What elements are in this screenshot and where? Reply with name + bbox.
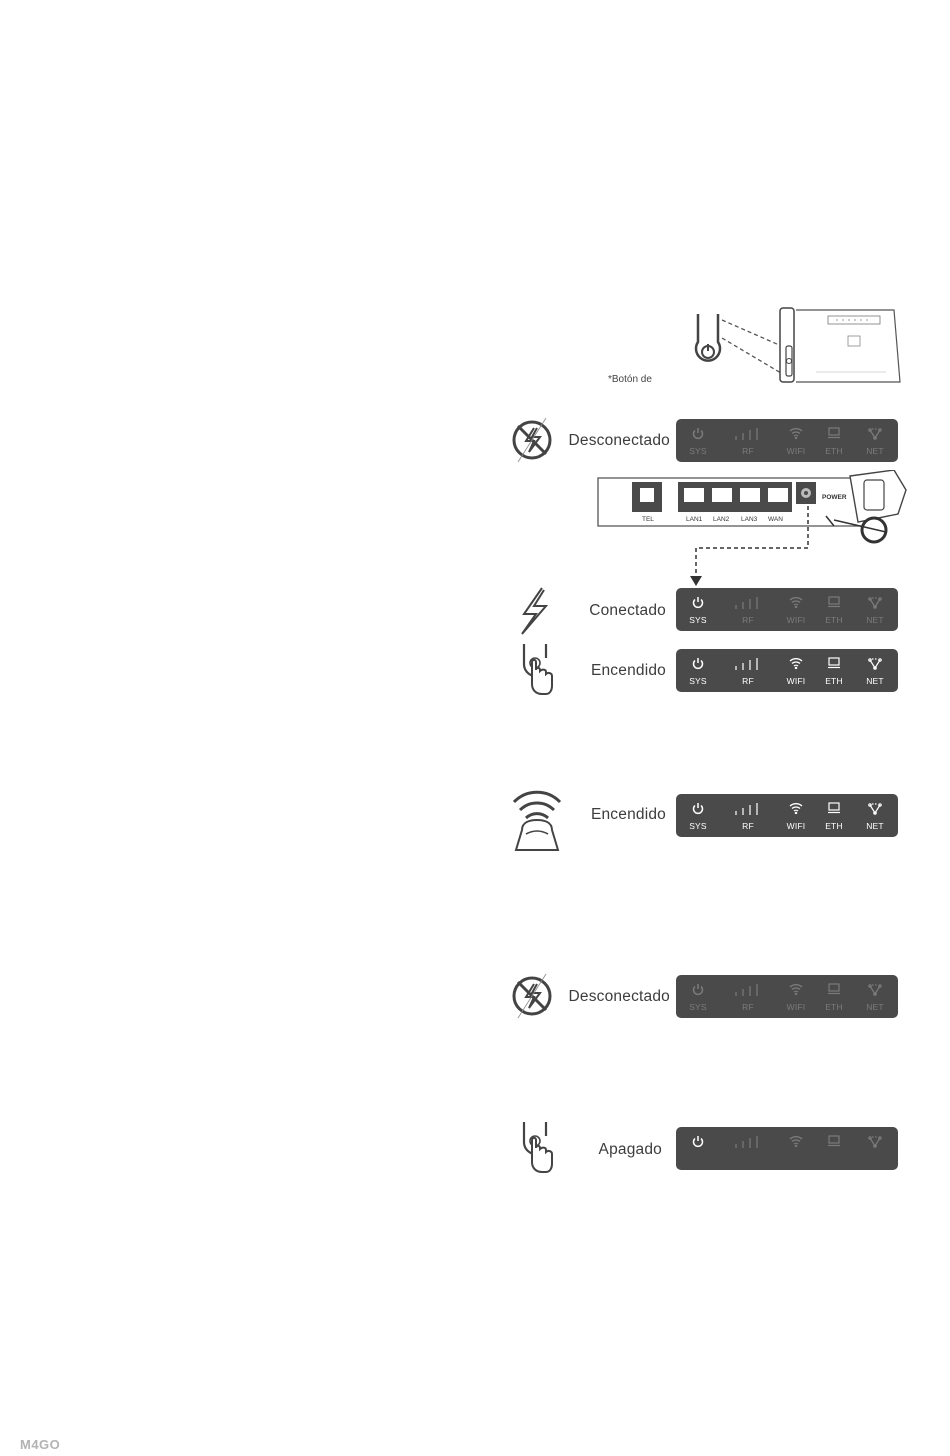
state-label-disconnected-2: Desconectado bbox=[568, 988, 670, 1005]
led-sys bbox=[678, 419, 718, 462]
wifi-led-icon bbox=[789, 1135, 803, 1147]
state-label-disconnected: Desconectado bbox=[568, 432, 670, 449]
no-power-icon bbox=[510, 416, 556, 464]
led-rf bbox=[728, 588, 768, 631]
led-wifi bbox=[776, 794, 816, 837]
wifi-led-icon bbox=[789, 427, 803, 439]
led-net bbox=[855, 649, 895, 692]
led-wifi bbox=[776, 1127, 816, 1170]
eth-led-icon bbox=[828, 802, 841, 814]
led-wifi bbox=[776, 975, 816, 1018]
led-label: RF bbox=[742, 446, 754, 456]
net-led-icon bbox=[868, 1135, 882, 1148]
net-led-icon bbox=[868, 657, 882, 670]
port-label-tel: TEL bbox=[642, 516, 654, 523]
wifi-led-icon bbox=[789, 596, 803, 608]
led-rf bbox=[728, 794, 768, 837]
wifi-led-icon bbox=[789, 657, 803, 669]
led-label: ETH bbox=[825, 821, 843, 831]
port-label-lan1: LAN1 bbox=[686, 516, 703, 523]
led-label: NET bbox=[866, 446, 884, 456]
led-label: SYS bbox=[689, 615, 707, 625]
led-label: NET bbox=[866, 615, 884, 625]
port-label-lan2: LAN2 bbox=[713, 516, 730, 523]
led-eth bbox=[814, 588, 854, 631]
led-label: SYS bbox=[689, 676, 707, 686]
eth-led-icon bbox=[828, 427, 841, 439]
power-button-note: *Botón de bbox=[608, 374, 652, 385]
led-eth bbox=[814, 1127, 854, 1170]
led-label: RF bbox=[742, 1002, 754, 1012]
led-panel bbox=[676, 975, 898, 1018]
led-rf bbox=[728, 419, 768, 462]
led-label: ETH bbox=[825, 446, 843, 456]
led-panel bbox=[676, 588, 898, 631]
led-label: NET bbox=[866, 676, 884, 686]
led-label: WIFI bbox=[786, 676, 806, 686]
brand-logo: M4GO bbox=[20, 1437, 61, 1452]
led-label: WIFI bbox=[786, 446, 806, 456]
led-label: NET bbox=[866, 1002, 884, 1012]
net-led-icon bbox=[868, 802, 882, 815]
led-sys bbox=[678, 588, 718, 631]
port-label-wan: WAN bbox=[768, 516, 783, 523]
state-label-off: Apagado bbox=[598, 1141, 662, 1158]
led-label: ETH bbox=[825, 1002, 843, 1012]
led-label: RF bbox=[742, 676, 754, 686]
led-label: SYS bbox=[689, 446, 707, 456]
press-power-button-icon-2 bbox=[518, 1120, 556, 1176]
led-rf bbox=[728, 975, 768, 1018]
led-eth bbox=[814, 975, 854, 1018]
led-label: NET bbox=[866, 821, 884, 831]
net-led-icon bbox=[868, 427, 882, 440]
led-label: RF bbox=[742, 615, 754, 625]
sys-led-icon bbox=[692, 427, 705, 440]
led-label: WIFI bbox=[786, 1002, 806, 1012]
led-sys bbox=[678, 649, 718, 692]
eth-led-icon bbox=[828, 596, 841, 608]
rf-led-icon bbox=[733, 1135, 763, 1149]
router-front-image bbox=[776, 306, 904, 386]
connection-arrow bbox=[686, 504, 816, 588]
sys-led-icon bbox=[692, 802, 705, 815]
state-label-on: Encendido bbox=[590, 662, 666, 679]
led-label: WIFI bbox=[786, 615, 806, 625]
led-label: RF bbox=[742, 821, 754, 831]
state-label-on-wifi: Encendido bbox=[590, 806, 666, 823]
eth-led-icon bbox=[828, 1135, 841, 1147]
rf-led-icon bbox=[733, 596, 763, 610]
port-label-lan3: LAN3 bbox=[741, 516, 758, 523]
led-label: ETH bbox=[825, 676, 843, 686]
led-panel bbox=[676, 794, 898, 837]
led-eth bbox=[814, 794, 854, 837]
rf-led-icon bbox=[733, 657, 763, 671]
led-sys bbox=[678, 975, 718, 1018]
wifi-led-icon bbox=[789, 983, 803, 995]
sys-led-icon bbox=[692, 983, 705, 996]
power-bolt-icon bbox=[516, 586, 552, 636]
led-net bbox=[855, 1127, 895, 1170]
led-net bbox=[855, 794, 895, 837]
state-label-connected: Conectado bbox=[589, 602, 666, 619]
led-sys bbox=[678, 1127, 718, 1170]
led-label: SYS bbox=[689, 821, 707, 831]
eth-led-icon bbox=[828, 657, 841, 669]
led-net bbox=[855, 975, 895, 1018]
led-sys bbox=[678, 794, 718, 837]
led-label: SYS bbox=[689, 1002, 707, 1012]
led-wifi bbox=[776, 649, 816, 692]
led-wifi bbox=[776, 419, 816, 462]
rf-led-icon bbox=[733, 427, 763, 441]
led-eth bbox=[814, 649, 854, 692]
led-label: WIFI bbox=[786, 821, 806, 831]
led-net bbox=[855, 419, 895, 462]
led-panel bbox=[676, 419, 898, 462]
sys-led-icon bbox=[692, 1135, 705, 1148]
press-power-button-icon bbox=[518, 642, 556, 698]
led-label: ETH bbox=[825, 615, 843, 625]
led-rf bbox=[728, 649, 768, 692]
led-eth bbox=[814, 419, 854, 462]
sys-led-icon bbox=[692, 657, 705, 670]
led-panel bbox=[676, 649, 898, 692]
power-port-label: POWER bbox=[822, 494, 847, 501]
sys-led-icon bbox=[692, 596, 705, 609]
wifi-led-icon bbox=[789, 802, 803, 814]
led-rf bbox=[728, 1127, 768, 1170]
no-power-icon-2 bbox=[510, 972, 556, 1020]
rf-led-icon bbox=[733, 802, 763, 816]
led-wifi bbox=[776, 588, 816, 631]
eth-led-icon bbox=[828, 983, 841, 995]
wifi-device-icon bbox=[510, 782, 564, 854]
led-net bbox=[855, 588, 895, 631]
led-panel bbox=[676, 1127, 898, 1170]
net-led-icon bbox=[868, 596, 882, 609]
rf-led-icon bbox=[733, 983, 763, 997]
net-led-icon bbox=[868, 983, 882, 996]
